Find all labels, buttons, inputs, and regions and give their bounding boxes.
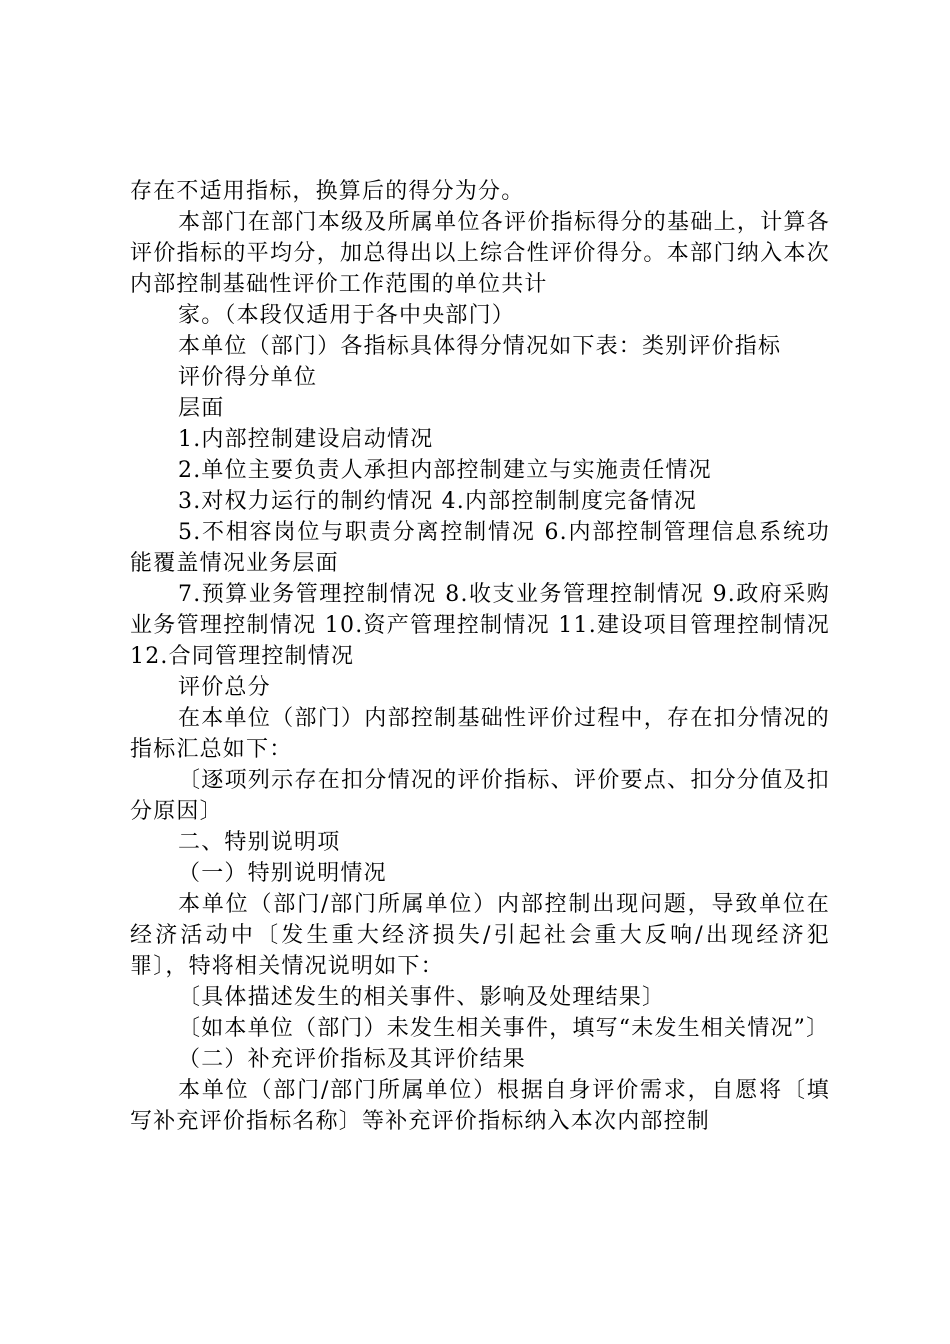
paragraph-20: （二）补充评价指标及其评价结果 xyxy=(178,1047,527,1072)
paragraph-8: 2.单位主要负责人承担内部控制建立与实施责任情况 xyxy=(178,458,712,483)
paragraph-16: （一）特别说明情况 xyxy=(178,861,387,886)
paragraph-21: 本单位（部门/部门所属单位）根据自身评价需求，自愿将〔填写补充评价指标名称〕等补充评价指标纳入本次内部控制 xyxy=(130,1078,830,1134)
paragraph-15: 二、特别说明项 xyxy=(178,830,341,855)
paragraph-1: 存在不适用指标，换算后的得分为分。 xyxy=(130,179,525,204)
paragraph-19: 〔如本单位（部门）未发生相关事件，填写“未发生相关情况”〕 xyxy=(178,1016,830,1041)
paragraph-12: 评价总分 xyxy=(178,675,271,700)
paragraph-7: 1.内部控制建设启动情况 xyxy=(178,427,434,452)
paragraph-18: 〔具体描述发生的相关事件、影响及处理结果〕 xyxy=(178,985,666,1010)
paragraph-2: 本部门在部门本级及所属单位各评价指标得分的基础上，计算各评价指标的平均分，加总得出以上综合性评价得分。本部门纳入本次内部控制基础性评价工作范围的单位共计 xyxy=(130,210,830,297)
paragraph-14: 〔逐项列示存在扣分情况的评价指标、评价要点、扣分分值及扣分原因〕 xyxy=(130,768,830,824)
paragraph-11: 7.预算业务管理控制情况 8.收支业务管理控制情况 9.政府采购业务管理控制情况 10.资产管理控制情况 11.建设项目管理控制情况 12.合同管理控制情况 xyxy=(130,582,830,669)
document-page xyxy=(130,176,830,1137)
paragraph-3: 家。（本段仅适用于各中央部门） xyxy=(178,303,516,328)
paragraph-5: 评价得分单位 xyxy=(178,365,318,390)
paragraph-6: 层面 xyxy=(178,396,225,421)
paragraph-9: 3.对权力运行的制约情况 4.内部控制制度完备情况 xyxy=(178,489,697,514)
paragraph-17: 本单位（部门/部门所属单位）内部控制出现问题，导致单位在经济活动中〔发生重大经济损失/引起社会重大反响/出现经济犯罪〕，特将相关情况说明如下： xyxy=(130,892,830,979)
paragraph-13: 在本单位（部门）内部控制基础性评价过程中，存在扣分情况的指标汇总如下： xyxy=(130,706,830,762)
paragraph-4: 本单位（部门）各指标具体得分情况如下表：类别评价指标 xyxy=(178,334,782,359)
paragraph-10: 5.不相容岗位与职责分离控制情况 6.内部控制管理信息系统功能覆盖情况业务层面 xyxy=(130,520,830,576)
